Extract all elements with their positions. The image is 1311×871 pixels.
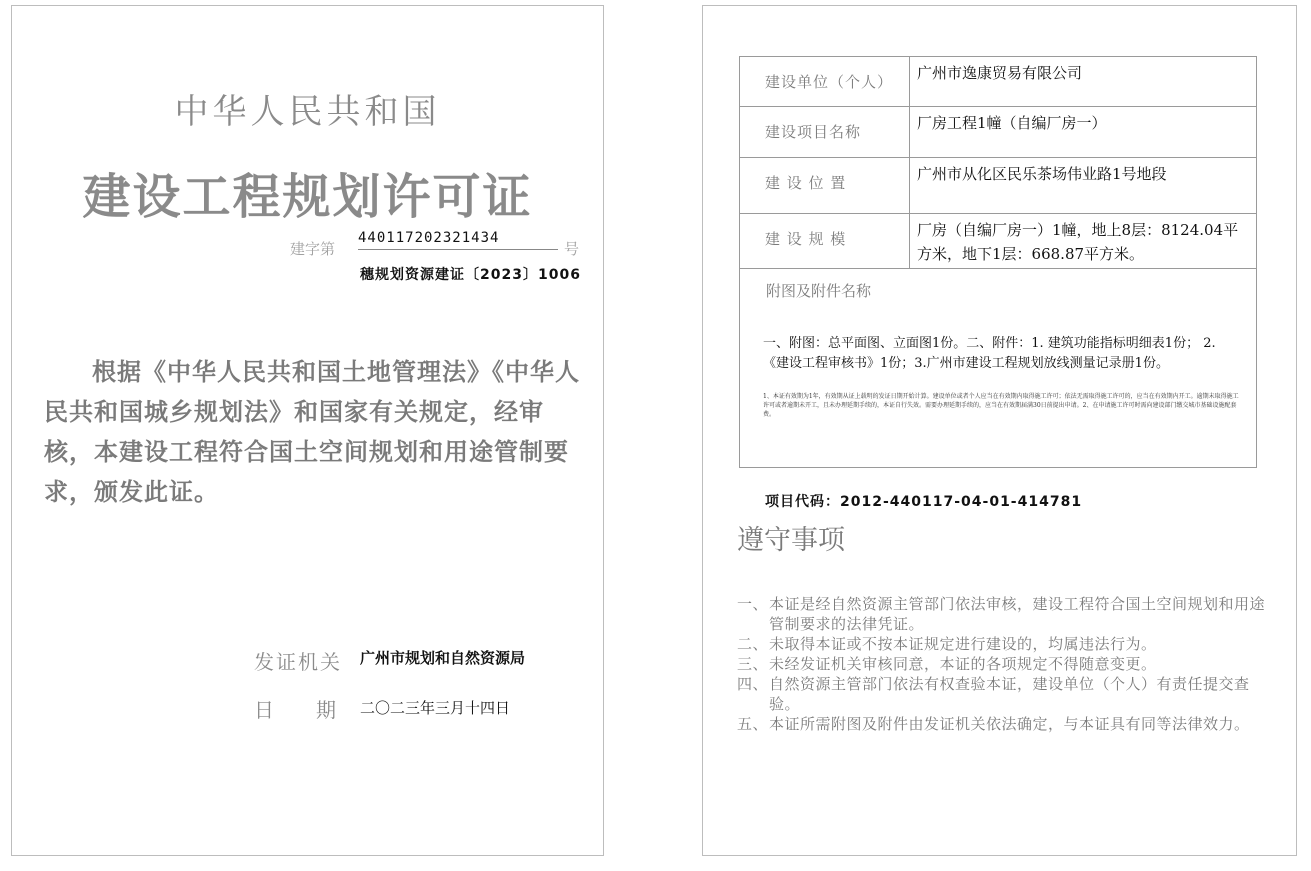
certificate-number: 440117202321434 [358, 230, 558, 250]
rule-text: 未经发证机关审核同意，本证的各项规定不得随意变更。 [769, 655, 1157, 673]
certificate-title: 建设工程规划许可证 [82, 169, 533, 225]
attachments-text: 一、附图：总平面图、立面图1份。二、附件：1. 建筑功能指标明细表1份； 2.《建设工程审核书》1份；3.广州市建设工程规划放线测量记录册1份。 [763, 336, 1216, 371]
date-label-part-2: 期 [316, 698, 336, 722]
table-row [740, 214, 1257, 269]
issuer-value: 广州市规划和自然资源局 [360, 649, 526, 667]
table-row [740, 158, 1257, 214]
list-item [737, 674, 1267, 714]
row-value-scale: 厂房（自编厂房一）1幢，地上8层：8124.04平方米，地下1层：668.87平方米。 [910, 214, 1257, 269]
list-item [737, 654, 1267, 674]
list-item [737, 634, 1267, 654]
table-row [740, 107, 1257, 158]
attachments-cell [740, 269, 1257, 468]
issue-date: 二〇二三年三月十四日 [360, 699, 511, 717]
row-value-location: 广州市从化区民乐茶场伟业路1号地段 [910, 158, 1257, 214]
attachments-label: 附图及附件名称 [766, 282, 872, 300]
rule-text: 自然资源主管部门依法有权查验本证，建设单位（个人）有责任提交查验。 [769, 675, 1250, 713]
certificate-number-prefix: 建字第 [290, 240, 336, 258]
rule-text: 本证是经自然资源主管部门依法审核，建设工程符合国土空间规划和用途管制要求的法律凭证。 [769, 595, 1266, 633]
project-info-table [739, 56, 1257, 468]
certificate-sub-number: 穗规划资源建证〔2023〕1006 [360, 267, 581, 283]
rule-text: 本证所需附图及附件由发证机关依法确定，与本证具有同等法律效力。 [769, 715, 1250, 733]
fine-print-notes: 1、本证有效期为1年，有效期从证上载明的发证日期开始计算。建设单位或者个人应当在有效期内取得施工许可；依法无需取得施工许可的，应当在有效期内开工。逾期未取得施工许可或者逾期未开工，且未办理延期手续的，本证自行失效。需要办理延期手续的，应当在有效期届满30日前提出申请。2、在申请施工许可时需向建设部门缴交城市基础设施配套费。 [763, 393, 1239, 418]
row-label-scale: 建 设 规 模 [740, 214, 910, 269]
row-value-builder: 广州市逸康贸易有限公司 [910, 57, 1257, 107]
list-item [737, 594, 1267, 634]
rules-title: 遵守事项 [737, 525, 845, 556]
date-label-part-1: 日 [254, 698, 274, 722]
country-name: 中华人民共和国 [174, 92, 441, 132]
table-row [740, 57, 1257, 107]
date-label [254, 694, 336, 723]
certificate-front-page [11, 5, 604, 856]
certificate-back-page [702, 5, 1297, 856]
declaration-text: 根据《中华人民共和国土地管理法》《中华人民共和国城乡规划法》和国家有关规定，经审核，本建设工程符合国土空间规划和用途管制要求，颁发此证。 [44, 358, 580, 506]
row-label-builder: 建设单位（个人） [740, 57, 910, 107]
rule-number: 五、 [737, 715, 769, 733]
certificate-number-suffix: 号 [564, 240, 580, 258]
row-value-project-name: 厂房工程1幢（自编厂房一） [910, 107, 1257, 158]
rule-text: 未取得本证或不按本证规定进行建设的，均属违法行为。 [769, 635, 1157, 653]
row-label-location: 建 设 位 置 [740, 158, 910, 214]
table-row [740, 269, 1257, 468]
row-label-project-name: 建设项目名称 [740, 107, 910, 158]
list-item [737, 714, 1267, 734]
project-code: 项目代码：2012-440117-04-01-414781 [765, 494, 1083, 510]
rule-number: 一、 [737, 595, 769, 613]
rule-number: 二、 [737, 635, 769, 653]
rule-number: 三、 [737, 655, 769, 673]
rule-number: 四、 [737, 675, 769, 693]
issuer-label: 发证机关 [254, 650, 342, 674]
rules-list [737, 594, 1267, 734]
